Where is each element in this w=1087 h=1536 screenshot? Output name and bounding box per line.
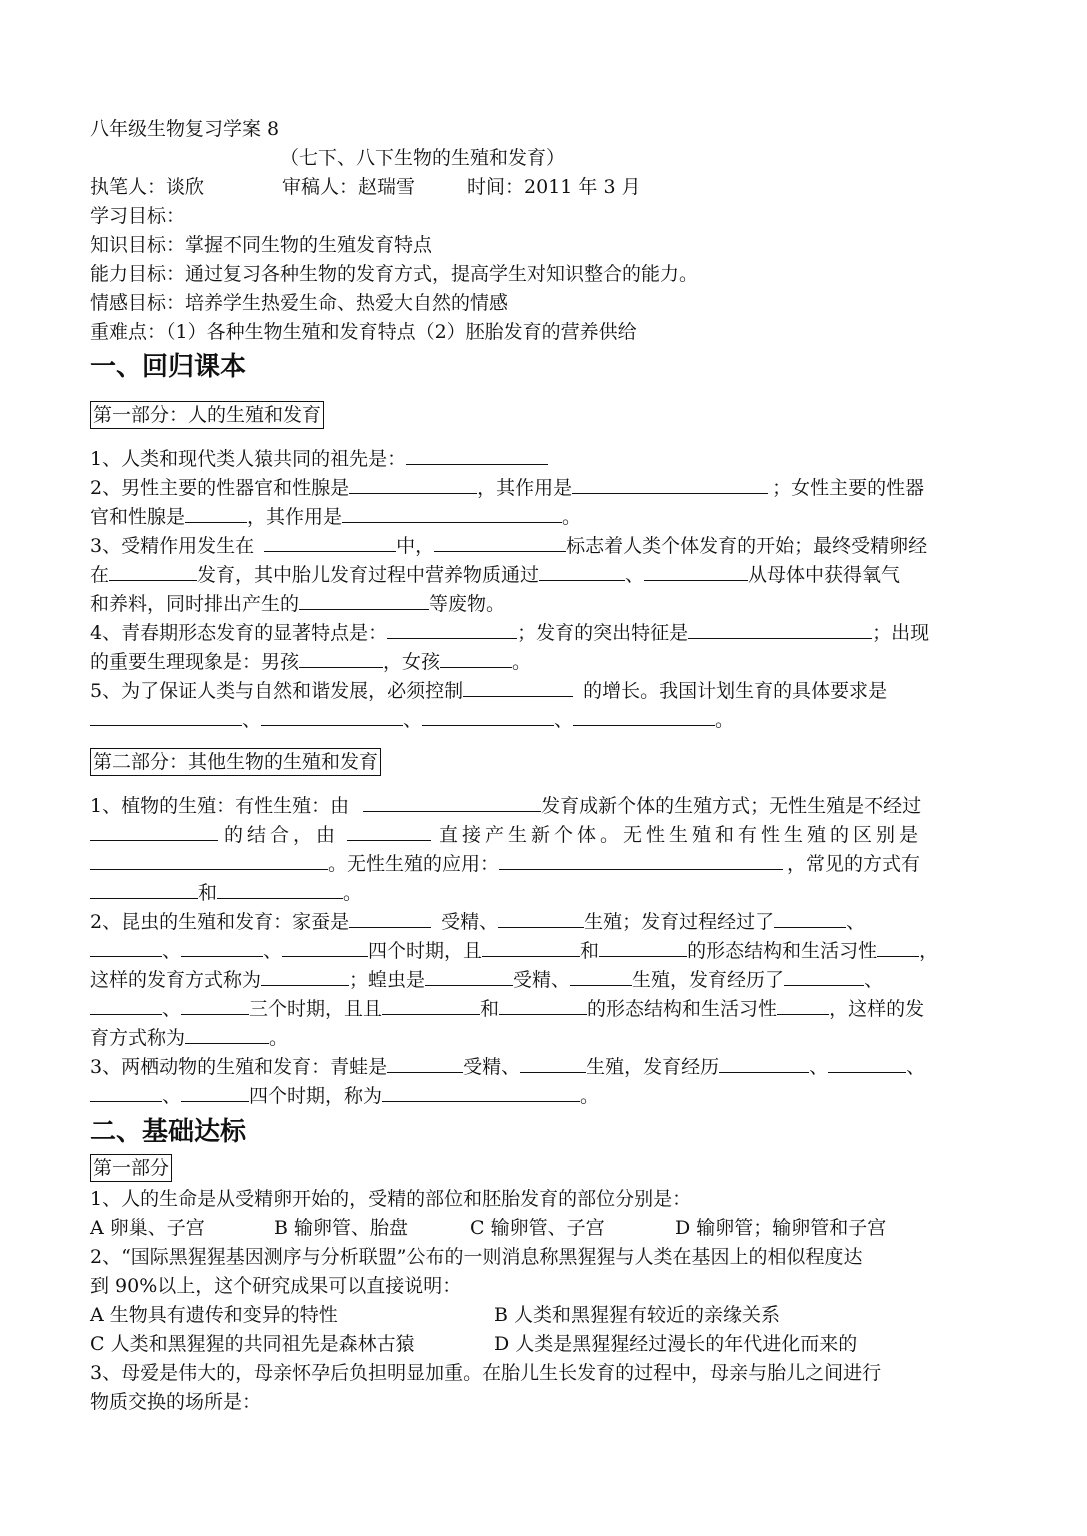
- q2-text-c: ；女性主要的性器: [772, 477, 925, 499]
- q3-text-g: 从母体中获得氧气: [748, 564, 901, 586]
- q2-line2: [90, 502, 1005, 531]
- blank[interactable]: [363, 791, 541, 812]
- blank[interactable]: [387, 618, 517, 639]
- s2q1-stem: 1、人的生命是从受精卵开始的，受精的部位和胚胎发育的部位分别是：: [90, 1188, 692, 1210]
- p2q2-line4: [90, 994, 1005, 1023]
- blank[interactable]: [688, 618, 872, 639]
- blank[interactable]: [90, 994, 162, 1015]
- q3-text-a: 3、受精作用发生在: [90, 535, 255, 557]
- p2q3-text-d: 四个时期，称为: [249, 1085, 383, 1107]
- blank[interactable]: [499, 994, 587, 1015]
- comma: ，: [919, 940, 939, 962]
- p2q1-text-f: ，常见的方式有: [787, 853, 921, 875]
- blank[interactable]: [877, 936, 919, 957]
- s2q2-stem-2: 到 90%以上，这个研究成果可以直接说明：: [90, 1275, 462, 1297]
- sep: 、: [162, 940, 182, 962]
- goal-ability: 能力目标：通过复习各种生物的发育方式，提高学生对知识整合的能力。: [90, 263, 699, 285]
- p2q2-text-l: 的形态结构和生活习性: [587, 998, 778, 1020]
- part1-box-row: [90, 401, 1005, 430]
- blank[interactable]: [90, 849, 328, 870]
- period: 。: [343, 882, 363, 904]
- blank[interactable]: [828, 1052, 906, 1073]
- blank[interactable]: [264, 531, 396, 552]
- p2q2-text-f: 的形态结构和生活习性: [687, 940, 878, 962]
- blank[interactable]: [387, 1052, 463, 1073]
- blank[interactable]: [342, 502, 562, 523]
- s2q2-options-ab: [90, 1301, 1005, 1330]
- blank[interactable]: [482, 936, 580, 957]
- p2q1-line1: [90, 791, 1005, 820]
- part2-box-row: [90, 748, 1005, 777]
- q2-text-e: ，其作用是: [247, 506, 343, 528]
- p2q1-line4: [90, 878, 1005, 907]
- p2q2-line3: [90, 965, 1005, 994]
- p2q2-text-m: ，这样的发: [829, 998, 925, 1020]
- q3-text-h: 和养料，同时排出产生的: [90, 593, 300, 615]
- blank[interactable]: [422, 705, 554, 726]
- p2q1-text-a: 1、植物的生殖：有性生殖：由: [90, 795, 350, 817]
- q4-text-e: ，女孩: [383, 651, 441, 673]
- s2q3-stem-2: 物质交换的场所是：: [90, 1391, 262, 1413]
- blank[interactable]: [572, 473, 768, 494]
- q2-line1: [90, 473, 1005, 502]
- option-b[interactable]: B 输卵管、胎盘: [274, 1217, 409, 1239]
- p2q1-text-e: 。无性生殖的应用：: [328, 853, 500, 875]
- blank[interactable]: [784, 965, 864, 986]
- blank[interactable]: [434, 531, 566, 552]
- sep: 、: [263, 940, 283, 962]
- date: 时间：2011 年 3 月: [467, 176, 641, 198]
- blank[interactable]: [349, 473, 477, 494]
- p2q2-text-k: 三个时期，且且: [249, 998, 383, 1020]
- q5-text-b: 的增长。我国计划生育的具体要求是: [583, 680, 888, 702]
- blank[interactable]: [573, 705, 715, 726]
- blank[interactable]: [774, 907, 846, 928]
- q2-text-a: 2、男性主要的性器官和性腺是: [90, 477, 350, 499]
- p2q2-line1: [90, 907, 1005, 936]
- blank[interactable]: [463, 676, 573, 697]
- p2q3-line1: [90, 1052, 1005, 1081]
- period: 。: [269, 1027, 289, 1049]
- period: 。: [580, 1085, 600, 1107]
- blank[interactable]: [349, 907, 431, 928]
- sep: 、: [809, 1056, 829, 1078]
- q5-line2: [90, 705, 1005, 734]
- option-c[interactable]: C 人类和黑猩猩的共同祖先是森林古猿: [90, 1333, 415, 1355]
- blank[interactable]: [498, 907, 584, 928]
- p2q2-text-i: 受精、: [513, 969, 571, 991]
- blank[interactable]: [299, 589, 429, 610]
- sep: 、: [162, 998, 182, 1020]
- q4-text-a: 4、青春期形态发育的显著特点是：: [90, 622, 388, 644]
- option-a[interactable]: A 卵巢、子宫: [90, 1217, 205, 1239]
- blank[interactable]: [90, 705, 242, 726]
- s2q3-stem-1: 3、母爱是伟大的，母亲怀孕后负担明显加重。在胎儿生长发育的过程中，母亲与胎儿之间进行: [90, 1362, 882, 1384]
- s2-part1-label: 第一部分: [90, 1154, 172, 1182]
- sep: 、: [162, 1085, 182, 1107]
- blank[interactable]: [217, 878, 343, 899]
- blank[interactable]: [382, 994, 480, 1015]
- blank[interactable]: [299, 647, 383, 668]
- part2-label: 第二部分：其他生物的生殖和发育: [90, 748, 381, 776]
- p2q2-line5: [90, 1023, 1005, 1052]
- blank[interactable]: [261, 965, 349, 986]
- blank[interactable]: [90, 820, 218, 841]
- sep: 、: [906, 1056, 926, 1078]
- s2q2-options-cd: [90, 1330, 1005, 1359]
- blank[interactable]: [185, 502, 247, 523]
- q3-text-d: 在: [90, 564, 110, 586]
- q1-line: [90, 444, 1005, 473]
- blank[interactable]: [499, 849, 783, 870]
- blank[interactable]: [90, 878, 198, 899]
- blank[interactable]: [185, 1023, 269, 1044]
- blank[interactable]: [406, 444, 548, 465]
- p2q2-text-g: 这样的发育方式称为: [90, 969, 262, 991]
- p2q1-text-b: 发育成新个体的生殖方式；无性生殖是不经过: [541, 795, 922, 817]
- p2q1-text-d: 直接产生新个体。无性生殖和有性生殖的区别是: [439, 824, 923, 846]
- p2q1-line3: [90, 849, 1005, 878]
- q3-text-f: 、: [625, 564, 645, 586]
- blank[interactable]: [181, 994, 249, 1015]
- doc-meta: [90, 173, 1005, 202]
- sep: 、: [554, 709, 574, 731]
- s2q1-options: [90, 1214, 1005, 1243]
- blank[interactable]: [181, 936, 263, 957]
- option-c[interactable]: C 输卵管、子宫: [470, 1217, 605, 1239]
- p2q2-text-b: 受精、: [441, 911, 499, 933]
- p2q1-text-g: 和: [198, 882, 218, 904]
- q3-line1: [90, 531, 1005, 560]
- blank[interactable]: [261, 705, 403, 726]
- p2q2-text-a: 2、昆虫的生殖和发育：家蚕是: [90, 911, 350, 933]
- worksheet-page: [90, 115, 1005, 1417]
- p2q2-line2: [90, 936, 1005, 965]
- blank[interactable]: [382, 1081, 580, 1102]
- p2q3-text-c: 生殖，发育经历: [586, 1056, 720, 1078]
- section2-heading: 二、基础达标: [90, 1117, 247, 1147]
- p2q2-text-n: 育方式称为: [90, 1027, 186, 1049]
- s2-part1-box-row: [90, 1154, 1005, 1183]
- q4-text-c: ；出现: [872, 622, 930, 644]
- s2q2-stem-1: 2、“国际黑猩猩基因测序与分析联盟”公布的一则消息称黑猩猩与人类在基因上的相似程度达: [90, 1246, 863, 1268]
- author: 执笔人：谈欣: [90, 176, 205, 198]
- goal-emotion: 情感目标：培养学生热爱生命、热爱大自然的情感: [90, 292, 509, 314]
- reviewer: 审稿人：赵瑞雪: [282, 176, 416, 198]
- blank[interactable]: [282, 936, 368, 957]
- q4-text-d: 的重要生理现象是：男孩: [90, 651, 300, 673]
- q3-line3: [90, 589, 1005, 618]
- blank[interactable]: [109, 560, 197, 581]
- blank[interactable]: [777, 994, 829, 1015]
- p2q2-text-h: ；蝗虫是: [349, 969, 426, 991]
- option-a[interactable]: A 生物具有遗传和变异的特性: [90, 1304, 338, 1326]
- sep: 、: [846, 911, 866, 933]
- q4-text-b: ；发育的突出特征是: [517, 622, 689, 644]
- p2q2-text-and: 和: [480, 998, 500, 1020]
- blank[interactable]: [570, 965, 632, 986]
- q4-line2: [90, 647, 1005, 676]
- blank[interactable]: [599, 936, 687, 957]
- blank[interactable]: [644, 560, 748, 581]
- p2q2-text-j: 生殖，发育经历了: [632, 969, 785, 991]
- q2-text-b: ，其作用是: [477, 477, 573, 499]
- p2q3-text-b: 受精、: [463, 1056, 521, 1078]
- key-points: 重难点：（1）各种生物生殖和发育特点（2）胚胎发育的营养供给: [90, 321, 637, 343]
- blank[interactable]: [440, 647, 512, 668]
- blank[interactable]: [347, 820, 431, 841]
- q5-text-a: 5、为了保证人类与自然和谐发展，必须控制: [90, 680, 464, 702]
- part1-label: 第一部分：人的生殖和发育: [90, 401, 324, 429]
- q3-text-c: 标志着人类个体发育的开始；最终受精卵经: [566, 535, 928, 557]
- q1-text: 1、人类和现代类人猿共同的祖先是：: [90, 448, 407, 470]
- blank[interactable]: [90, 936, 162, 957]
- doc-subtitle: （七下、八下生物的生殖和发育）: [280, 147, 566, 169]
- p2q2-text-d: 四个时期，且: [368, 940, 483, 962]
- blank[interactable]: [520, 1052, 586, 1073]
- option-d[interactable]: D 输卵管；输卵管和子宫: [675, 1217, 887, 1239]
- blank[interactable]: [425, 965, 513, 986]
- blank[interactable]: [719, 1052, 809, 1073]
- blank[interactable]: [90, 1081, 162, 1102]
- section1-heading: 一、回归课本: [90, 352, 247, 382]
- p2q3-text-a: 3、两栖动物的生殖和发育：青蛙是: [90, 1056, 388, 1078]
- sep: 、: [864, 969, 884, 991]
- q3-text-i: 等废物。: [429, 593, 506, 615]
- p2q2-text-e: 和: [580, 940, 600, 962]
- q3-text-e: 发育，其中胎儿发育过程中营养物质通过: [197, 564, 540, 586]
- q5-line1: [90, 676, 1005, 705]
- option-b[interactable]: B 人类和黑猩猩有较近的亲缘关系: [494, 1304, 781, 1326]
- option-d[interactable]: D 人类是黑猩猩经过漫长的年代进化而来的: [494, 1333, 858, 1355]
- blank[interactable]: [181, 1081, 249, 1102]
- q2-text-f: 。: [562, 506, 582, 528]
- p2q2-text-c: 生殖；发育过程经过了: [584, 911, 775, 933]
- goals-title: 学习目标：: [90, 205, 186, 227]
- doc-title: 八年级生物复习学案 8: [90, 118, 280, 140]
- period: 。: [715, 709, 735, 731]
- q3-text-b: 中，: [396, 535, 435, 557]
- q2-text-d: 官和性腺是: [90, 506, 186, 528]
- q3-line2: [90, 560, 1005, 589]
- p2q3-line2: [90, 1081, 1005, 1110]
- sep: 、: [242, 709, 262, 731]
- p2q1-text-c: 的结合，由: [224, 824, 340, 846]
- q4-text-f: 。: [512, 651, 532, 673]
- q4-line1: [90, 618, 1005, 647]
- blank[interactable]: [539, 560, 625, 581]
- goal-knowledge: 知识目标：掌握不同生物的生殖发育特点: [90, 234, 433, 256]
- sep: 、: [403, 709, 423, 731]
- p2q1-line2: [90, 820, 1005, 849]
